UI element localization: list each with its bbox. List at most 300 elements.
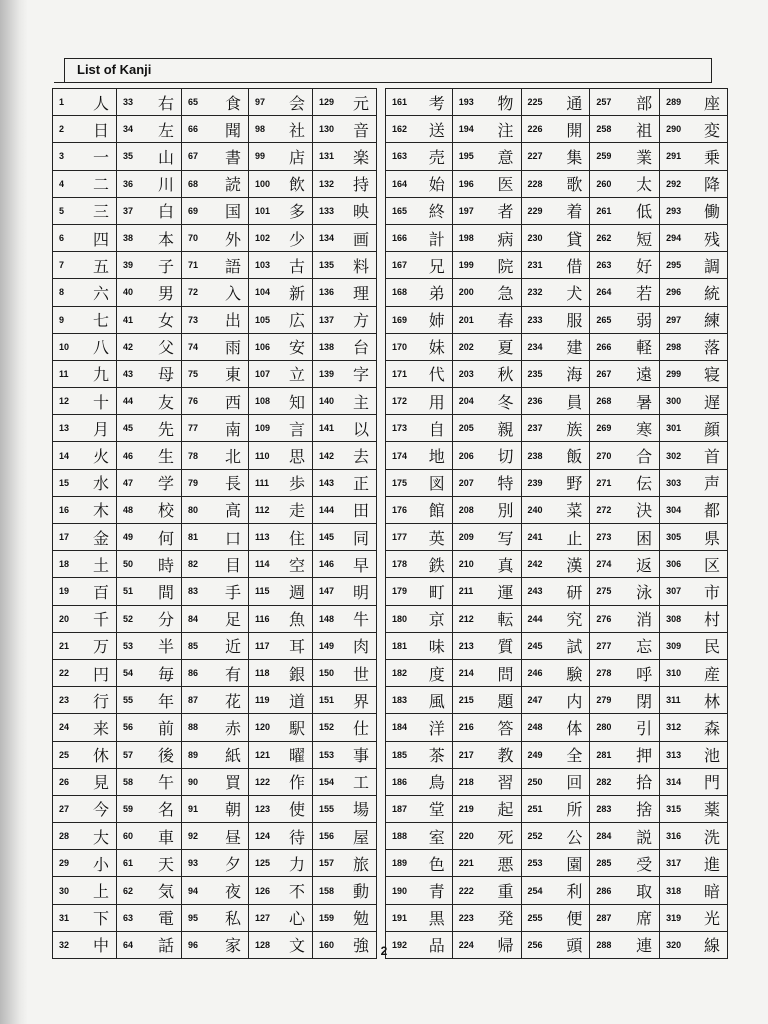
kanji-number: 314: [660, 768, 694, 795]
kanji-character: 仕: [344, 714, 377, 741]
kanji-character: 夜: [215, 877, 249, 904]
kanji-number: 52: [117, 605, 148, 632]
kanji-number: 128: [249, 931, 280, 958]
kanji-number: 260: [590, 170, 624, 197]
table-row: [53, 904, 377, 931]
kanji-number: 175: [386, 469, 419, 496]
kanji-number: 150: [313, 659, 344, 686]
kanji-number: 303: [660, 469, 694, 496]
kanji-number: 250: [521, 768, 555, 795]
kanji-character: 員: [555, 388, 590, 415]
kanji-character: 見: [84, 768, 117, 795]
kanji-number: 217: [452, 741, 486, 768]
kanji-character: 教: [486, 741, 521, 768]
kanji-character: 族: [555, 415, 590, 442]
kanji-number: 206: [452, 442, 486, 469]
kanji-number: 111: [249, 469, 280, 496]
kanji-character: 暗: [694, 877, 728, 904]
kanji-number: 76: [182, 388, 215, 415]
kanji-character: 八: [84, 333, 117, 360]
kanji-character: 来: [84, 714, 117, 741]
kanji-number: 30: [53, 877, 84, 904]
kanji-character: 困: [624, 524, 660, 551]
kanji-character: 始: [418, 170, 452, 197]
kanji-number: 239: [521, 469, 555, 496]
kanji-number: 252: [521, 823, 555, 850]
table-row: [386, 795, 728, 822]
kanji-number: 50: [117, 551, 148, 578]
kanji-character: 連: [624, 931, 660, 958]
kanji-character: 作: [280, 768, 313, 795]
kanji-character: 借: [555, 252, 590, 279]
kanji-number: 171: [386, 360, 419, 387]
kanji-number: 106: [249, 333, 280, 360]
kanji-character: 同: [344, 524, 377, 551]
kanji-character: 院: [486, 252, 521, 279]
kanji-number: 191: [386, 904, 419, 931]
kanji-number: 251: [521, 795, 555, 822]
kanji-number: 83: [182, 578, 215, 605]
kanji-number: 169: [386, 306, 419, 333]
kanji-character: 文: [280, 931, 313, 958]
kanji-number: 241: [521, 524, 555, 551]
kanji-character: 計: [418, 224, 452, 251]
kanji-number: 62: [117, 877, 148, 904]
kanji-character: 変: [694, 116, 728, 143]
kanji-number: 108: [249, 388, 280, 415]
kanji-character: 住: [280, 524, 313, 551]
kanji-number: 277: [590, 632, 624, 659]
table-row: [53, 469, 377, 496]
kanji-number: 222: [452, 877, 486, 904]
kanji-number: 288: [590, 931, 624, 958]
kanji-number: 38: [117, 224, 148, 251]
header-rule: [54, 82, 712, 83]
kanji-character: 貸: [555, 224, 590, 251]
kanji-number: 216: [452, 714, 486, 741]
kanji-number: 247: [521, 687, 555, 714]
kanji-character: 姉: [418, 306, 452, 333]
kanji-character: 飯: [555, 442, 590, 469]
kanji-number: 96: [182, 931, 215, 958]
kanji-number: 84: [182, 605, 215, 632]
kanji-character: 体: [555, 714, 590, 741]
kanji-number: 91: [182, 795, 215, 822]
table-row: [386, 116, 728, 143]
kanji-character: 薬: [694, 795, 728, 822]
kanji-number: 161: [386, 89, 419, 116]
kanji-number: 31: [53, 904, 84, 931]
kanji-character: 発: [486, 904, 521, 931]
kanji-number: 13: [53, 415, 84, 442]
kanji-character: 社: [280, 116, 313, 143]
table-row: [53, 659, 377, 686]
kanji-number: 254: [521, 877, 555, 904]
kanji-number: 263: [590, 252, 624, 279]
kanji-number: 223: [452, 904, 486, 931]
table-row: [386, 170, 728, 197]
kanji-character: 有: [215, 659, 249, 686]
kanji-character: 目: [215, 551, 249, 578]
kanji-character: 遠: [624, 360, 660, 387]
kanji-character: 世: [344, 659, 377, 686]
kanji-character: 席: [624, 904, 660, 931]
kanji-character: 画: [344, 224, 377, 251]
kanji-character: 祖: [624, 116, 660, 143]
kanji-number: 269: [590, 415, 624, 442]
kanji-number: 240: [521, 496, 555, 523]
kanji-number: 142: [313, 442, 344, 469]
kanji-character: 青: [418, 877, 452, 904]
kanji-character: 寒: [624, 415, 660, 442]
kanji-number: 236: [521, 388, 555, 415]
kanji-number: 213: [452, 632, 486, 659]
kanji-character: 旅: [344, 850, 377, 877]
kanji-character: 先: [148, 415, 182, 442]
kanji-character: 父: [148, 333, 182, 360]
kanji-number: 45: [117, 415, 148, 442]
kanji-number: 300: [660, 388, 694, 415]
table-row: [53, 442, 377, 469]
kanji-character: 切: [486, 442, 521, 469]
kanji-character: 買: [215, 768, 249, 795]
kanji-number: 272: [590, 496, 624, 523]
kanji-number: 143: [313, 469, 344, 496]
kanji-character: 問: [486, 659, 521, 686]
kanji-character: 水: [84, 469, 117, 496]
kanji-character: 百: [84, 578, 117, 605]
table-row: [386, 143, 728, 170]
kanji-character: 家: [215, 931, 249, 958]
kanji-number: 65: [182, 89, 215, 116]
kanji-number: 215: [452, 687, 486, 714]
kanji-character: 動: [344, 877, 377, 904]
kanji-character: 呼: [624, 659, 660, 686]
kanji-character: 新: [280, 279, 313, 306]
kanji-number: 178: [386, 551, 419, 578]
kanji-number: 194: [452, 116, 486, 143]
kanji-character: 止: [555, 524, 590, 551]
kanji-number: 160: [313, 931, 344, 958]
table-row: [386, 551, 728, 578]
kanji-character: 右: [148, 89, 182, 116]
kanji-character: 中: [84, 931, 117, 958]
kanji-number: 56: [117, 714, 148, 741]
kanji-character: 下: [84, 904, 117, 931]
kanji-character: 不: [280, 877, 313, 904]
kanji-character: 歌: [555, 170, 590, 197]
table-row: [53, 197, 377, 224]
kanji-number: 72: [182, 279, 215, 306]
table-row: [53, 741, 377, 768]
kanji-number: 226: [521, 116, 555, 143]
kanji-character: 品: [418, 931, 452, 958]
kanji-number: 120: [249, 714, 280, 741]
kanji-number: 316: [660, 823, 694, 850]
kanji-number: 242: [521, 551, 555, 578]
kanji-number: 179: [386, 578, 419, 605]
kanji-number: 32: [53, 931, 84, 958]
kanji-number: 246: [521, 659, 555, 686]
kanji-number: 138: [313, 333, 344, 360]
kanji-number: 124: [249, 823, 280, 850]
kanji-number: 148: [313, 605, 344, 632]
kanji-character: 拾: [624, 768, 660, 795]
kanji-number: 119: [249, 687, 280, 714]
table-row: [386, 632, 728, 659]
kanji-number: 61: [117, 850, 148, 877]
kanji-character: 五: [84, 252, 117, 279]
kanji-character: 回: [555, 768, 590, 795]
kanji-character: 何: [148, 524, 182, 551]
kanji-number: 140: [313, 388, 344, 415]
kanji-character: 考: [418, 89, 452, 116]
kanji-character: 地: [418, 442, 452, 469]
kanji-number: 262: [590, 224, 624, 251]
kanji-number: 15: [53, 469, 84, 496]
kanji-number: 55: [117, 687, 148, 714]
kanji-character: 六: [84, 279, 117, 306]
kanji-number: 68: [182, 170, 215, 197]
kanji-number: 237: [521, 415, 555, 442]
kanji-number: 283: [590, 795, 624, 822]
kanji-character: 光: [694, 904, 728, 931]
kanji-number: 132: [313, 170, 344, 197]
kanji-character: 以: [344, 415, 377, 442]
kanji-character: 弱: [624, 306, 660, 333]
kanji-number: 136: [313, 279, 344, 306]
kanji-number: 173: [386, 415, 419, 442]
table-row: [53, 768, 377, 795]
table-row: [386, 306, 728, 333]
kanji-number: 249: [521, 741, 555, 768]
kanji-number: 130: [313, 116, 344, 143]
kanji-number: 315: [660, 795, 694, 822]
kanji-number: 195: [452, 143, 486, 170]
kanji-number: 280: [590, 714, 624, 741]
kanji-character: 男: [148, 279, 182, 306]
kanji-character: 去: [344, 442, 377, 469]
kanji-number: 23: [53, 687, 84, 714]
table-row: [386, 877, 728, 904]
kanji-character: 口: [215, 524, 249, 551]
kanji-character: 南: [215, 415, 249, 442]
kanji-number: 276: [590, 605, 624, 632]
kanji-character: 北: [215, 442, 249, 469]
kanji-number: 202: [452, 333, 486, 360]
kanji-number: 307: [660, 578, 694, 605]
kanji-character: 堂: [418, 795, 452, 822]
kanji-number: 27: [53, 795, 84, 822]
kanji-number: 47: [117, 469, 148, 496]
kanji-number: 214: [452, 659, 486, 686]
kanji-character: 軽: [624, 333, 660, 360]
kanji-number: 299: [660, 360, 694, 387]
table-row: [53, 496, 377, 523]
kanji-number: 101: [249, 197, 280, 224]
kanji-number: 256: [521, 931, 555, 958]
kanji-character: 後: [148, 741, 182, 768]
kanji-number: 282: [590, 768, 624, 795]
kanji-number: 146: [313, 551, 344, 578]
kanji-character: 長: [215, 469, 249, 496]
kanji-character: 弟: [418, 279, 452, 306]
kanji-character: 閉: [624, 687, 660, 714]
kanji-number: 57: [117, 741, 148, 768]
kanji-character: 広: [280, 306, 313, 333]
kanji-character: 本: [148, 224, 182, 251]
kanji-number: 159: [313, 904, 344, 931]
kanji-number: 116: [249, 605, 280, 632]
kanji-number: 221: [452, 850, 486, 877]
kanji-character: 注: [486, 116, 521, 143]
kanji-character: 知: [280, 388, 313, 415]
kanji-character: 三: [84, 197, 117, 224]
kanji-character: 毎: [148, 659, 182, 686]
kanji-character: 度: [418, 659, 452, 686]
kanji-character: 会: [280, 89, 313, 116]
table-row: [53, 578, 377, 605]
kanji-character: 習: [486, 768, 521, 795]
kanji-character: 夕: [215, 850, 249, 877]
kanji-character: 万: [84, 632, 117, 659]
kanji-character: 理: [344, 279, 377, 306]
kanji-number: 39: [117, 252, 148, 279]
kanji-number: 98: [249, 116, 280, 143]
kanji-number: 306: [660, 551, 694, 578]
kanji-number: 200: [452, 279, 486, 306]
kanji-number: 197: [452, 197, 486, 224]
kanji-character: 立: [280, 360, 313, 387]
kanji-number: 94: [182, 877, 215, 904]
kanji-number: 233: [521, 306, 555, 333]
kanji-number: 163: [386, 143, 419, 170]
kanji-character: 持: [344, 170, 377, 197]
table-row: [386, 578, 728, 605]
kanji-number: 29: [53, 850, 84, 877]
kanji-character: 四: [84, 224, 117, 251]
kanji-number: 36: [117, 170, 148, 197]
kanji-number: 16: [53, 496, 84, 523]
kanji-character: 歩: [280, 469, 313, 496]
kanji-character: 川: [148, 170, 182, 197]
kanji-number: 126: [249, 877, 280, 904]
kanji-number: 218: [452, 768, 486, 795]
table-row: [386, 687, 728, 714]
table-row: [386, 469, 728, 496]
table-row: [53, 360, 377, 387]
kanji-character: 気: [148, 877, 182, 904]
kanji-character: 死: [486, 823, 521, 850]
kanji-character: 多: [280, 197, 313, 224]
header-bar: [64, 58, 712, 82]
kanji-character: 台: [344, 333, 377, 360]
table-row: [53, 333, 377, 360]
kanji-character: 鳥: [418, 768, 452, 795]
kanji-number: 145: [313, 524, 344, 551]
kanji-character: 鉄: [418, 551, 452, 578]
kanji-number: 162: [386, 116, 419, 143]
kanji-number: 295: [660, 252, 694, 279]
kanji-number: 107: [249, 360, 280, 387]
kanji-number: 168: [386, 279, 419, 306]
kanji-character: 手: [215, 578, 249, 605]
kanji-character: 館: [418, 496, 452, 523]
kanji-character: 冬: [486, 388, 521, 415]
table-row: [53, 823, 377, 850]
kanji-number: 134: [313, 224, 344, 251]
kanji-character: 古: [280, 252, 313, 279]
kanji-character: 忘: [624, 632, 660, 659]
kanji-number: 89: [182, 741, 215, 768]
kanji-character: 林: [694, 687, 728, 714]
kanji-number: 185: [386, 741, 419, 768]
kanji-character: 調: [694, 252, 728, 279]
kanji-number: 43: [117, 360, 148, 387]
kanji-number: 183: [386, 687, 419, 714]
table-row: [386, 659, 728, 686]
kanji-character: 漢: [555, 551, 590, 578]
kanji-character: 紙: [215, 741, 249, 768]
kanji-number: 265: [590, 306, 624, 333]
table-row: [53, 415, 377, 442]
kanji-number: 297: [660, 306, 694, 333]
kanji-number: 248: [521, 714, 555, 741]
kanji-number: 230: [521, 224, 555, 251]
kanji-character: 使: [280, 795, 313, 822]
kanji-number: 86: [182, 659, 215, 686]
kanji-number: 41: [117, 306, 148, 333]
kanji-number: 232: [521, 279, 555, 306]
kanji-number: 292: [660, 170, 694, 197]
kanji-character: 題: [486, 687, 521, 714]
kanji-number: 113: [249, 524, 280, 551]
kanji-character: 内: [555, 687, 590, 714]
kanji-number: 304: [660, 496, 694, 523]
kanji-character: 金: [84, 524, 117, 551]
table-row: [53, 605, 377, 632]
kanji-number: 192: [386, 931, 419, 958]
kanji-number: 189: [386, 850, 419, 877]
table-row: [53, 170, 377, 197]
kanji-character: 味: [418, 632, 452, 659]
kanji-character: 春: [486, 306, 521, 333]
table-row: [386, 197, 728, 224]
kanji-character: 耳: [280, 632, 313, 659]
kanji-number: 310: [660, 659, 694, 686]
table-row: [386, 360, 728, 387]
kanji-number: 80: [182, 496, 215, 523]
kanji-character: 車: [148, 823, 182, 850]
kanji-character: 送: [418, 116, 452, 143]
kanji-number: 229: [521, 197, 555, 224]
kanji-character: 力: [280, 850, 313, 877]
kanji-number: 198: [452, 224, 486, 251]
kanji-number: 155: [313, 795, 344, 822]
kanji-character: 字: [344, 360, 377, 387]
kanji-number: 199: [452, 252, 486, 279]
kanji-character: 空: [280, 551, 313, 578]
kanji-number: 186: [386, 768, 419, 795]
kanji-character: 天: [148, 850, 182, 877]
kanji-number: 26: [53, 768, 84, 795]
kanji-number: 309: [660, 632, 694, 659]
kanji-character: 友: [148, 388, 182, 415]
kanji-character: 声: [694, 469, 728, 496]
kanji-number: 281: [590, 741, 624, 768]
kanji-character: 十: [84, 388, 117, 415]
kanji-character: 雨: [215, 333, 249, 360]
